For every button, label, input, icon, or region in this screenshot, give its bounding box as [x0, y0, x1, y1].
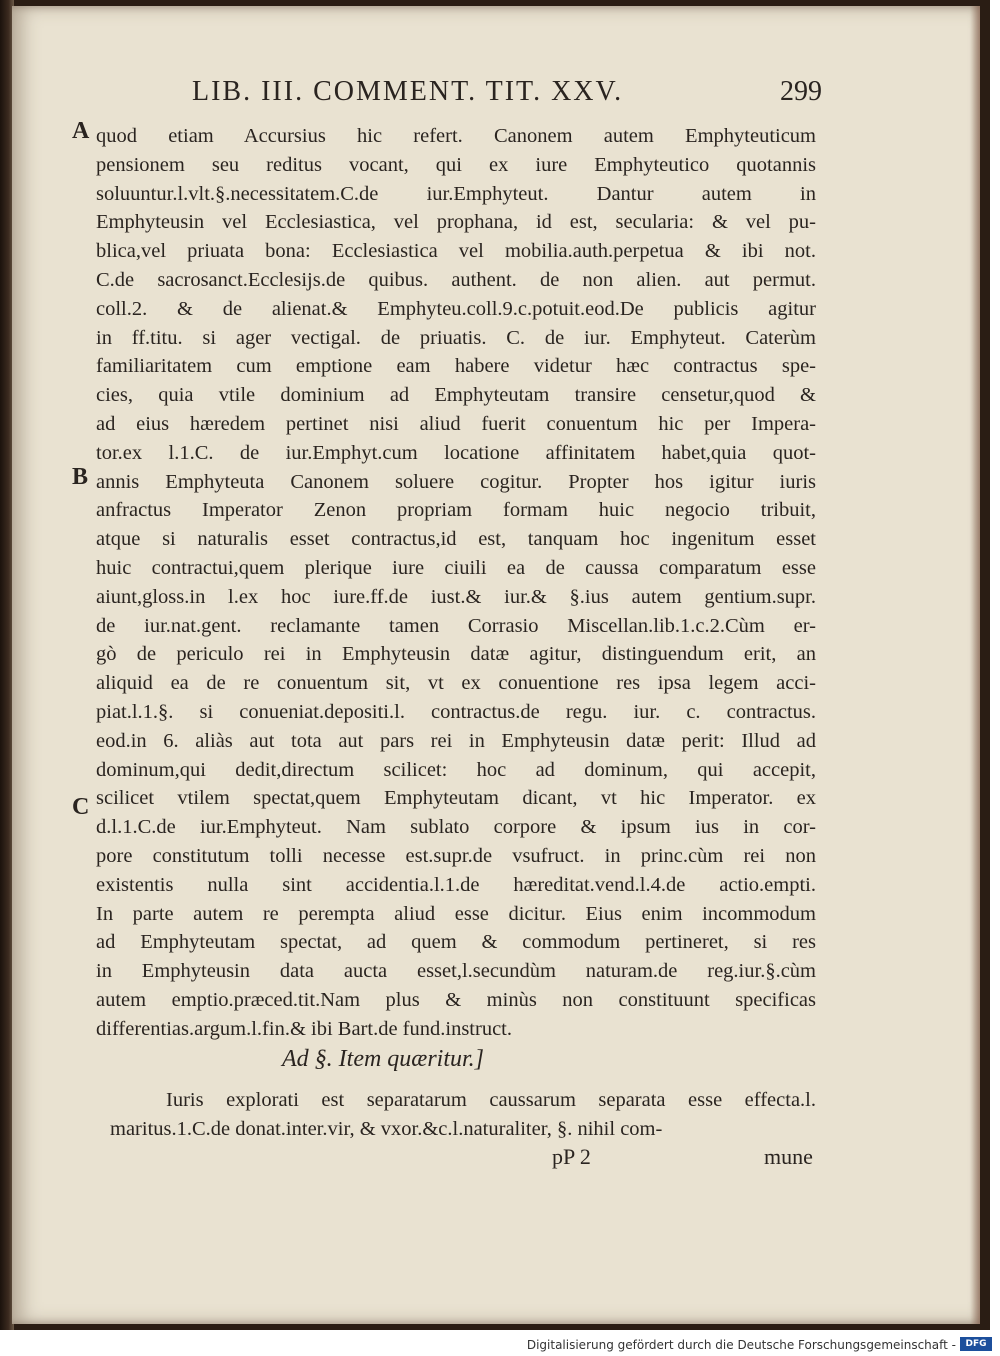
text-line: differentias.argum.l.fin.& ibi Bart.de fund.instruct. [96, 1017, 512, 1040]
text-line: Iuris explorati est separatarum caussarum separata esse effecta.l. [166, 1089, 816, 1111]
text-line: ad eius hæredem pertinet nisi aliud fuerit conuentum hic per Impera- [96, 412, 816, 435]
signature-mark: pP 2 [552, 1144, 591, 1169]
text-line: atque si naturalis esset contractus,id est, tanquam hoc ingenitum esset [96, 528, 816, 551]
second-paragraph [110, 1086, 816, 1144]
dfg-logo: DFG [960, 1337, 992, 1351]
margin-letter-a: A [72, 118, 90, 144]
text-line: In parte autem re perempta aliud esse dicitur. Eius enim incommodum [96, 902, 816, 925]
text-line: aliquid ea de re conuentum sit, vt ex conuentione res ipsa legem acci- [96, 672, 816, 695]
text-line: d.l.1.C.de iur.Emphyteut. Nam sublato corpore & ipsum ius in cor- [96, 816, 816, 839]
text-line: in ff.titu. si ager vectigal. de priuatis. C. de iur. Emphyteut. Caterùm [96, 326, 816, 349]
text-line: in Emphyteusin data aucta esset,l.secundùm naturam.de reg.iur.§.cùm [96, 960, 816, 983]
text-line: pensionem seu reditus vocant, qui ex iure Emphyteutico quotannis [96, 153, 816, 176]
text-line: blica,vel priuata bona: Ecclesiastica vel mobilia.auth.perpetua & ibi not. [96, 240, 816, 263]
catchword: mune [764, 1144, 813, 1169]
text-line: cies, quia vtile dominium ad Emphyteutam transire censetur,quod & [96, 384, 816, 407]
book-page [12, 6, 980, 1324]
text-line: ad Emphyteutam spectat, ad quem & commodum pertineret, si res [96, 931, 816, 954]
running-header [192, 76, 822, 112]
text-line: huic contractui,quem plerique iure ciuili ea de caussa comparatum esse [96, 556, 816, 579]
margin-letter-c: C [72, 794, 90, 820]
text-line: scilicet vtilem spectat,quem Emphyteutam dicant, vt hic Imperator. ex [96, 787, 816, 810]
text-line: quod etiam Accursius hic refert. Canonem autem Emphyteuticum [96, 125, 816, 147]
text-line: pore constitutum tolli necesse est.supr.de vsufruct. in princ.cùm rei non [96, 844, 816, 867]
text-line: Emphyteusin vel Ecclesiastica, vel prophana, id est, secularia: & vel pu- [96, 211, 816, 234]
text-line: familiaritatem cum emptione eam habere videtur hæc contractus spe- [96, 355, 816, 378]
text-line: existentis nulla sint accidentia.l.1.de hæreditat.vend.l.4.de actio.empti. [96, 873, 816, 896]
margin-letter-b: B [72, 464, 89, 490]
text-line: gò de periculo rei in Emphyteusin datæ agitur, distinguendum erit, an [96, 643, 816, 666]
text-line: piat.l.1.§. si conueniat.depositi.l. contractus.de regu. iur. c. contractus. [96, 700, 816, 723]
dfg-credit: Digitalisierung gefördert durch die Deutsche Forschungsgemeinschaft - [526, 1338, 956, 1352]
page-number: 299 [780, 76, 822, 107]
text-line: soluuntur.l.vlt.§.necessitatem.C.de iur.Emphyteut. Dantur autem in [96, 182, 816, 205]
text-line: maritus.1.C.de donat.inter.vir, & vxor.&c.l.naturaliter, §. nihil com- [110, 1117, 663, 1140]
text-line: C.de sacrosanct.Ecclesijs.de quibus. authent. de non alien. aut permut. [96, 268, 816, 291]
text-line: tor.ex l.1.C. de iur.Emphyt.cum locatione affinitatem habet,quia quot- [96, 441, 816, 464]
text-line: annis Emphyteuta Canonem soluere cogitur. Propter hos igitur iuris [96, 470, 816, 493]
text-line: eod.in 6. aliàs aut tota aut pars rei in Emphyteusin datæ perit: Illud ad [96, 729, 816, 752]
text-line: de iur.nat.gent. reclamante tamen Corrasio Miscellan.lib.1.c.2.Cùm er- [96, 614, 816, 637]
text-line: dominum,qui dedit,directum scilicet: hoc ad dominum, qui accepit, [96, 758, 816, 781]
text-line: aiunt,gloss.in l.ex hoc iure.ff.de iust.& iur.& §.ius autem gentium.supr. [96, 585, 816, 608]
main-paragraph [96, 122, 816, 1044]
text-line: anfractus Imperator Zenon propriam formam huic negocio tribuit, [96, 499, 816, 522]
text-line: autem emptio.præced.tit.Nam plus & minùs non constituunt specificas [96, 988, 816, 1011]
text-line: coll.2. & de alienat.& Emphyteu.coll.9.c.potuit.eod.De publicis agitur [96, 297, 816, 320]
running-title: LIB. III. COMMENT. TIT. XXV. [192, 76, 624, 107]
section-subheading: Ad §. Item quæritur.] [282, 1046, 485, 1072]
